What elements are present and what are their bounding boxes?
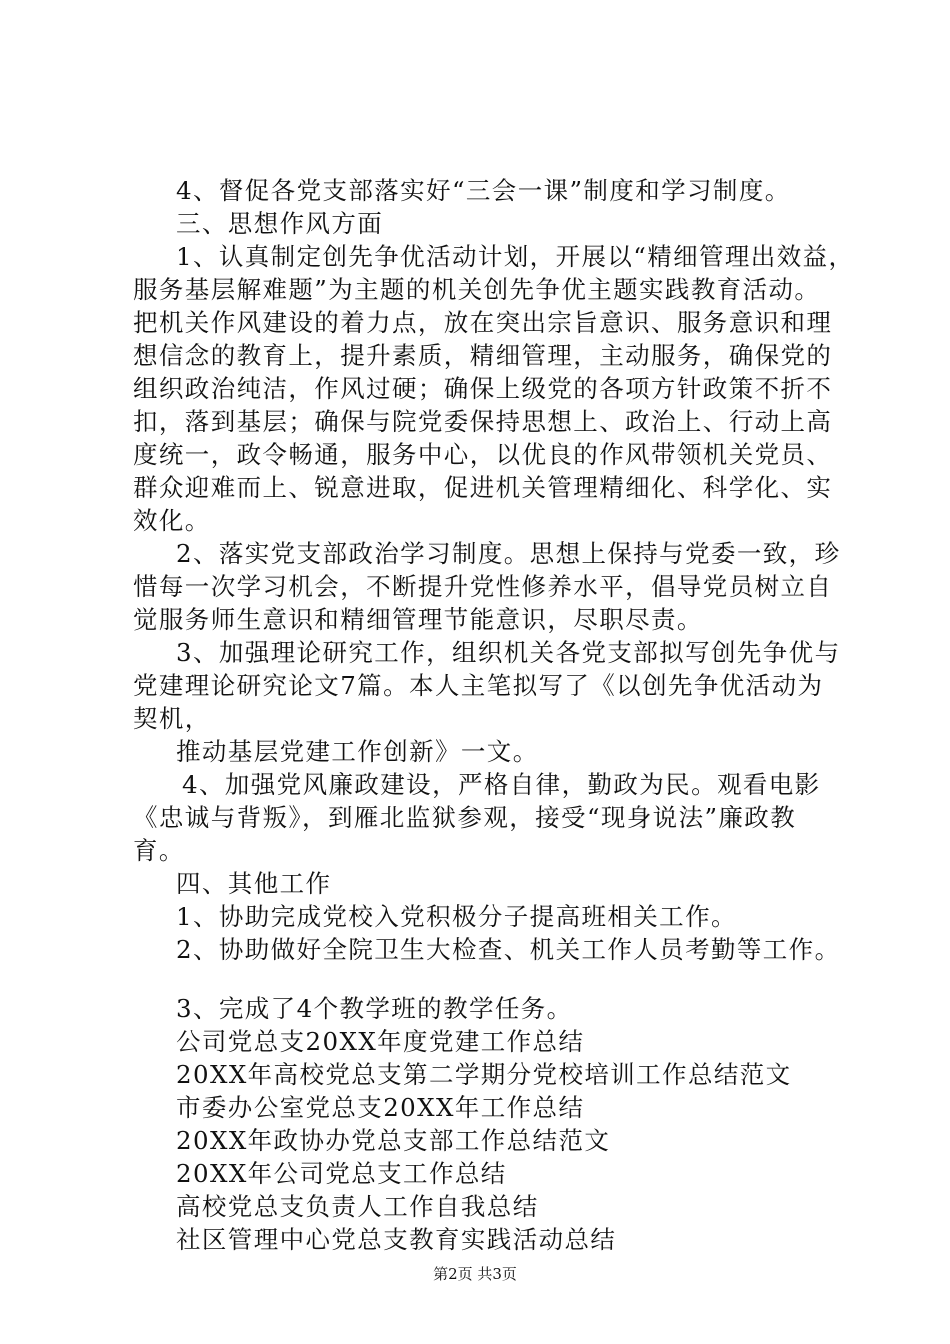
- line-13: 惜每一次学习机会，不断提升党性修养水平，倡导党员树立自: [133, 572, 833, 601]
- section-heading-3: 三、思想作风方面: [176, 209, 384, 238]
- line-9: 度统一，政令畅通，服务中心，以优良的作风带领机关党员、: [133, 440, 833, 469]
- related-link-2: 20XX年高校党总支第二学期分党校培训工作总结范文: [176, 1060, 792, 1089]
- line-8: 扣，落到基层；确保与院党委保持思想上、政治上、行动上高: [133, 407, 833, 436]
- related-link-1: 公司党总支20XX年度党建工作总结: [176, 1027, 585, 1056]
- related-link-4: 20XX年政协办党总支部工作总结范文: [176, 1126, 611, 1155]
- line-11: 效化。: [133, 506, 211, 535]
- line-6: 想信念的教育上，提升素质，精细管理，主动服务，确保党的: [133, 341, 833, 370]
- line-21: 育。: [133, 836, 185, 865]
- line-18: 推动基层党建工作创新》一文。: [176, 737, 539, 766]
- line-25: 3、完成了4个教学班的教学任务。: [176, 994, 573, 1023]
- line-15: 3、加强理论研究工作，组织机关各党支部拟写创先争优与: [176, 638, 841, 667]
- line-10: 群众迎难而上、锐意进取，促进机关管理精细化、科学化、实: [133, 473, 833, 502]
- line-3: 1、认真制定创先争优活动计划，开展以“精细管理出效益，: [176, 242, 855, 271]
- related-link-6: 高校党总支负责人工作自我总结: [176, 1192, 539, 1221]
- line-19: 4、加强党风廉政建设，严格自律，勤政为民。观看电影: [182, 770, 821, 799]
- line-12: 2、落实党支部政治学习制度。思想上保持与党委一致，珍: [176, 539, 841, 568]
- line-14: 觉服务师生意识和精细管理节能意识，尽职尽责。: [133, 605, 703, 634]
- line-23: 1、协助完成党校入党积极分子提高班相关工作。: [176, 902, 737, 931]
- page-footer: 第2页 共3页: [433, 1265, 517, 1283]
- line-20: 《忠诚与背叛》，到雁北监狱参观，接受“现身说法”廉政教: [133, 803, 797, 832]
- line-24: 2、协助做好全院卫生大检查、机关工作人员考勤等工作。: [176, 935, 841, 964]
- line-17: 契机，: [133, 704, 211, 733]
- section-heading-4: 四、其他工作: [176, 869, 332, 898]
- line-4: 服务基层解难题”为主题的机关创先争优主题实践教育活动。: [133, 275, 821, 304]
- related-link-3: 市委办公室党总支20XX年工作总结: [176, 1093, 585, 1122]
- line-1: 4、督促各党支部落实好“三会一课”制度和学习制度。: [176, 176, 791, 205]
- line-16: 党建理论研究论文7篇。本人主笔拟写了《以创先争优活动为: [133, 671, 824, 700]
- line-5: 把机关作风建设的着力点，放在突出宗旨意识、服务意识和理: [133, 308, 833, 337]
- related-link-7: 社区管理中心党总支教育实践活动总结: [176, 1225, 617, 1254]
- related-link-5: 20XX年公司党总支工作总结: [176, 1159, 507, 1188]
- line-7: 组织政治纯洁，作风过硬；确保上级党的各项方针政策不折不: [133, 374, 833, 403]
